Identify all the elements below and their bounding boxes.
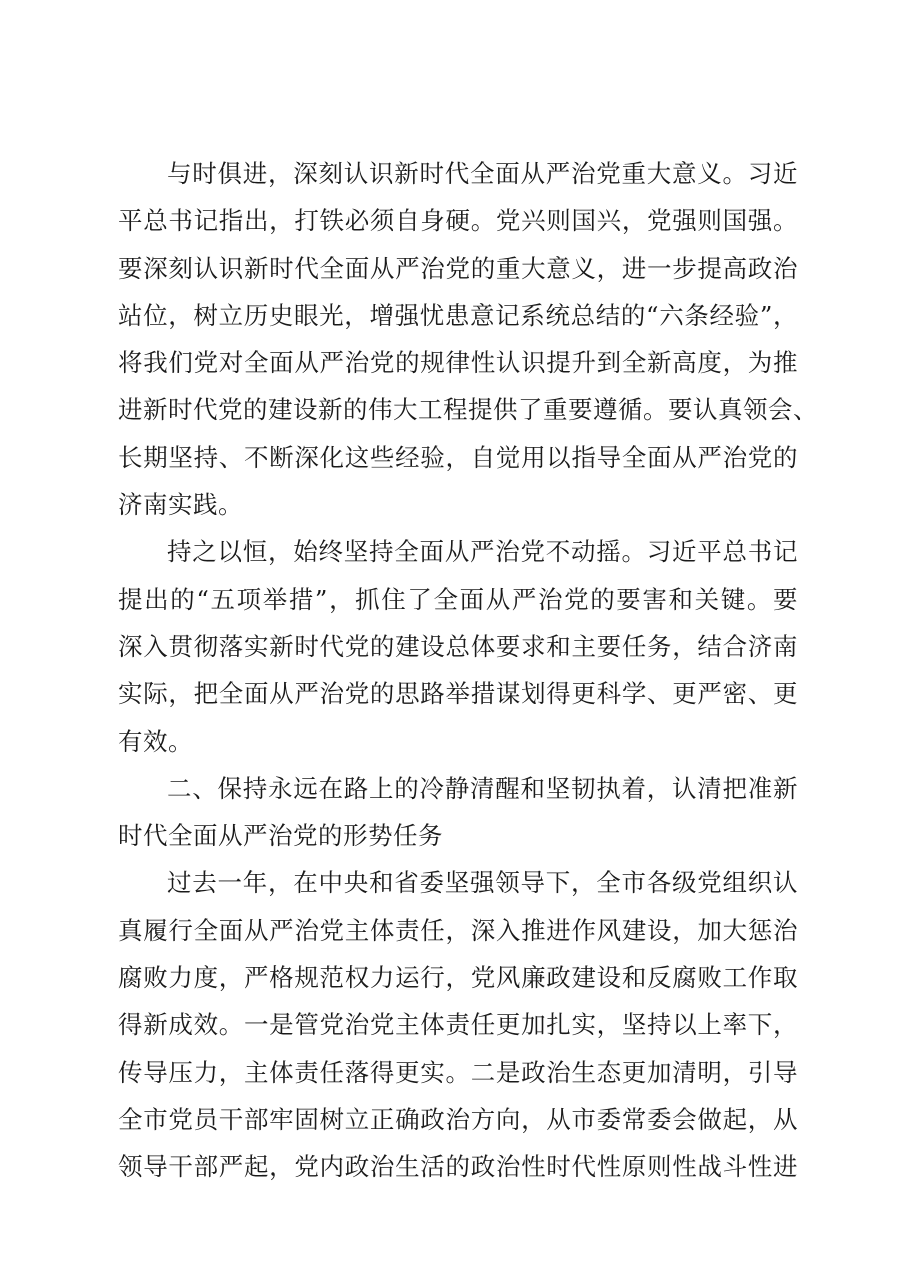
- text-line: 得新成效。一是管党治党主体责任更加扎实，坚持以上率下，: [118, 1010, 798, 1040]
- text-line: 进新时代党的建设新的伟大工程提供了重要遵循。要认真领会、: [118, 395, 818, 425]
- text-line: 持之以恒，始终坚持全面从严治党不动摇。习近平总书记: [167, 537, 798, 567]
- text-line: 过去一年，在中央和省委坚强领导下，全市各级党组织认: [167, 868, 798, 898]
- text-line: 时代全面从严治党的形势任务: [118, 821, 443, 851]
- text-line: 深入贯彻落实新时代党的建设总体要求和主要任务，结合济南: [118, 631, 798, 661]
- text-line: 与时俱进，深刻认识新时代全面从严治党重大意义。习近: [167, 159, 798, 188]
- text-line: 站位，树立历史眼光，增强忧患意记系统总结的“六条经验”，: [118, 300, 798, 330]
- text-line: 要深刻认识新时代全面从严治党的重大意义，进一步提高政治: [118, 253, 798, 283]
- text-line: 实际，把全面从严治党的思路举措谋划得更科学、更严密、更: [118, 679, 798, 709]
- document-body: [118, 150, 818, 1191]
- text-line: 真履行全面从严治党主体责任，深入推进作风建设，加大惩治: [118, 915, 798, 945]
- text-line: 全市党员干部牢固树立正确政治方向，从市委常委会做起，从: [118, 1104, 798, 1134]
- text-line: 提出的“五项举措”，抓住了全面从严治党的要害和关键。要: [118, 584, 798, 614]
- text-line: 将我们党对全面从严治党的规律性认识提升到全新高度，为推: [118, 348, 798, 378]
- text-line: 二、保持永远在路上的冷静清醒和坚韧执着，认清把准新: [167, 773, 798, 803]
- text-line: 传导压力，主体责任落得更实。二是政治生态更加清明，引导: [118, 1057, 798, 1087]
- text-line: 有效。: [118, 726, 193, 756]
- text-line: 腐败力度，严格规范权力运行，党风廉政建设和反腐败工作取: [118, 963, 798, 993]
- text-line: 长期坚持、不断深化这些经验，自觉用以指导全面从严治党的: [118, 442, 798, 472]
- text-line: 济南实践。: [118, 490, 243, 520]
- text-line: 平总书记指出，打铁必须自身硬。党兴则国兴，党强则国强。: [118, 206, 798, 236]
- text-line: 领导干部严起，党内政治生活的政治性时代性原则性战斗性进: [118, 1152, 798, 1182]
